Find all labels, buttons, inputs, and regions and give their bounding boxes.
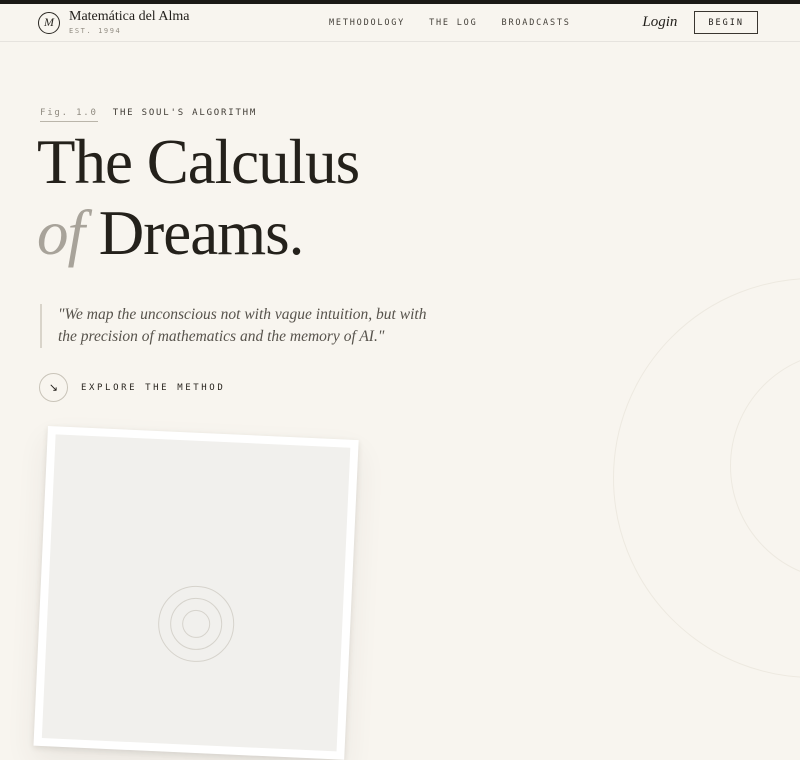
page-title (37, 127, 359, 269)
login-link[interactable]: Login (642, 14, 678, 30)
nav-item-broadcasts[interactable]: BROADCASTS (501, 17, 571, 28)
brand-established: EST. 1994 (69, 27, 122, 35)
page-title-rest: Dreams. (98, 198, 304, 269)
brand-logo-icon (38, 12, 60, 34)
top-accent-bar (0, 0, 800, 4)
nav-item-the-log[interactable]: THE LOG (429, 17, 478, 28)
brand[interactable] (38, 10, 190, 35)
explore-method-cta[interactable] (39, 373, 225, 402)
arrow-down-right-icon[interactable] (39, 373, 68, 402)
polaroid-photo-area (42, 434, 350, 751)
site-header (0, 4, 800, 42)
arrow-glyph: ↘ (48, 382, 59, 394)
page-title-accent: of (37, 198, 85, 269)
brand-name: Matemática del Alma (69, 9, 190, 24)
figure-label-row (40, 108, 257, 122)
nav-item-methodology[interactable]: METHODOLOGY (329, 17, 406, 28)
explore-method-label: EXPLORE THE METHOD (81, 382, 226, 393)
polaroid-card[interactable] (33, 426, 358, 760)
auth-actions (642, 11, 758, 34)
figure-number: Fig. 1.0 (40, 108, 98, 122)
hero-quote: "We map the unconscious not with vague intuition, but with the precision of mathematics and the memory of AI." (40, 304, 438, 348)
figure-caption: THE SOUL'S ALGORITHM (112, 108, 258, 118)
page-title-line1: The Calculus (37, 127, 360, 197)
brand-text (69, 10, 190, 35)
brand-logo-initial: M (44, 15, 54, 29)
begin-button[interactable]: BEGIN (694, 11, 758, 34)
main-nav (329, 18, 571, 28)
